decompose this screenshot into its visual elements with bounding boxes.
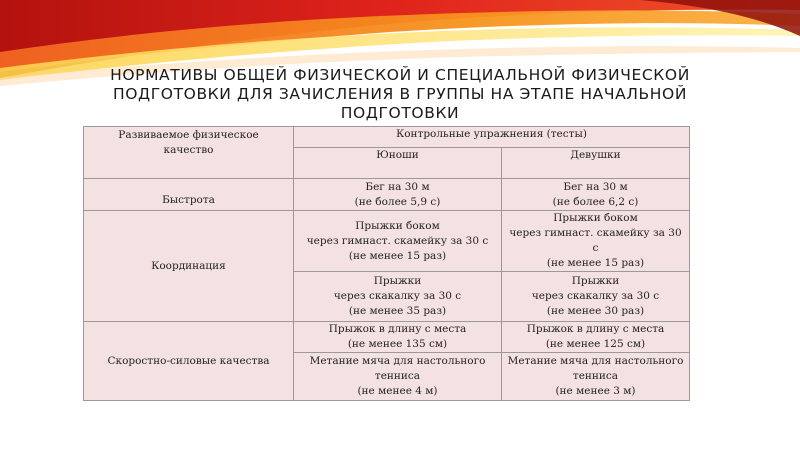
boys-standard-cell <box>294 211 502 272</box>
exercise-name: тенниса <box>374 370 421 382</box>
exercise-norm: (не менее 30 раз) <box>546 305 645 317</box>
title-line: ПОДГОТОВКИ <box>340 104 460 122</box>
girls-standard-cell <box>502 211 690 272</box>
exercise-norm: (не менее 125 см) <box>545 338 646 350</box>
header-girls-cell: Девушки <box>502 148 690 179</box>
norms-table <box>83 126 690 401</box>
exercise-name: Прыжки <box>571 275 620 287</box>
quality-cell-coordination: Координация <box>84 211 294 322</box>
header-quality-label: Развиваемое физическое <box>118 129 259 141</box>
exercise-name: через гимнаст. скамейку за 30 с <box>509 227 682 254</box>
exercise-name: Прыжок в длину с места <box>328 323 467 335</box>
quality-cell-speed: Быстрота <box>84 179 294 211</box>
exercise-norm: (не менее 4 м) <box>357 385 438 397</box>
quality-cell-power: Скоростно-силовые качества <box>84 322 294 401</box>
exercise-norm: (не менее 135 см) <box>347 338 448 350</box>
table-row <box>84 211 690 272</box>
boys-standard-cell <box>294 179 502 211</box>
girls-standard-cell <box>502 322 690 353</box>
boys-standard-cell <box>294 272 502 322</box>
exercise-name: Прыжки боком <box>553 212 638 224</box>
exercise-name: тенниса <box>572 370 619 382</box>
title-line: ПОДГОТОВКИ ДЛЯ ЗАЧИСЛЕНИЯ В ГРУППЫ НА ЭТАПЕ НАЧАЛЬНОЙ <box>112 85 688 103</box>
exercise-norm: (не менее 3 м) <box>555 385 636 397</box>
girls-standard-cell <box>502 272 690 322</box>
exercise-name: Бег на 30 м <box>563 180 628 193</box>
exercise-norm: (не более 5,9 с) <box>354 195 441 208</box>
title-line: НОРМАТИВЫ ОБЩЕЙ ФИЗИЧЕСКОЙ И СПЕЦИАЛЬНОЙ ФИЗИЧЕСКОЙ <box>110 66 690 84</box>
girls-standard-cell <box>502 179 690 211</box>
exercise-norm: (не менее 15 раз) <box>546 257 645 269</box>
exercise-name: Метание мяча для настольного <box>309 355 486 367</box>
header-tests-cell: Контрольные упражнения (тесты) <box>294 127 690 148</box>
exercise-name: Прыжки <box>373 275 422 287</box>
table-row <box>84 179 690 211</box>
exercise-name: Метание мяча для настольного <box>507 355 684 367</box>
exercise-name: Прыжки боком <box>355 219 440 232</box>
exercise-name: через гимнаст. скамейку за 30 с <box>306 234 489 247</box>
exercise-name: Бег на 30 м <box>365 180 430 193</box>
page-title <box>90 66 710 123</box>
header-boys-cell: Юноши <box>294 148 502 179</box>
exercise-norm: (не менее 35 раз) <box>348 305 447 317</box>
exercise-norm: (не менее 15 раз) <box>348 249 447 262</box>
exercise-name: через скакалку за 30 с <box>531 290 660 302</box>
exercise-name: Прыжок в длину с места <box>526 323 665 335</box>
boys-standard-cell <box>294 322 502 353</box>
header-quality-label: качество <box>163 144 214 156</box>
table-row <box>84 322 690 353</box>
header-quality-cell <box>84 127 294 179</box>
girls-standard-cell <box>502 353 690 401</box>
exercise-name: через скакалку за 30 с <box>333 290 462 302</box>
table-header-row <box>84 127 690 148</box>
boys-standard-cell <box>294 353 502 401</box>
exercise-norm: (не более 6,2 с) <box>552 195 639 208</box>
